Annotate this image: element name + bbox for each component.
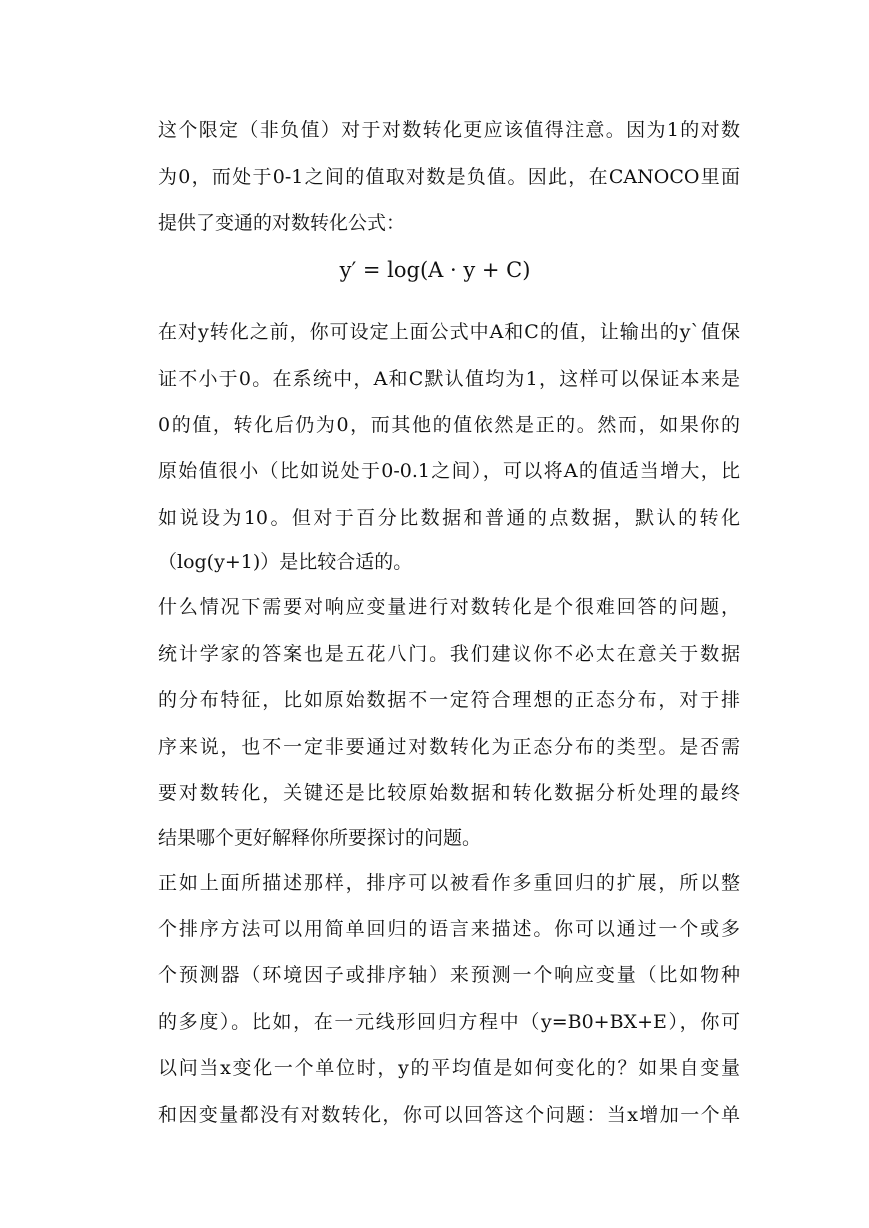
text-line: 统计学家的答案也是五花八门。我们建议你不必太在意关于数据	[158, 643, 740, 665]
text-line: 这个限定（非负值）对于对数转化更应该值得注意。因为1的对数	[158, 119, 740, 141]
text-line: 0的值，转化后仍为0，而其他的值依然是正的。然而，如果你的	[158, 414, 740, 436]
text-line: 以问当x变化一个单位时，y的平均值是如何变化的？如果自变量	[158, 1057, 740, 1079]
text-line: 个排序方法可以用简单回归的语言来描述。你可以通过一个或多	[158, 918, 740, 940]
text-line: 证不小于0。在系统中，A和C默认值均为1，这样可以保证本来是	[158, 368, 740, 390]
log-transform-formula: y′ = log(A · y + C)	[339, 258, 531, 282]
text-line: 如说设为10。但对于百分比数据和普通的点数据，默认的转化	[158, 507, 740, 529]
text-line: 提供了变通的对数转化公式：	[158, 212, 406, 234]
text-line: 序来说，也不一定非要通过对数转化为正态分布的类型。是否需	[158, 736, 740, 758]
text-line: 个预测器（环境因子或排序轴）来预测一个响应变量（比如物种	[158, 964, 740, 986]
text-line: 的分布特征，比如原始数据不一定符合理想的正态分布，对于排	[158, 689, 740, 711]
text-line: 的多度）。比如，在一元线形回归方程中（y=B0+BX+E），你可	[158, 1011, 740, 1033]
text-line: 原始值很小（比如说处于0-0.1之间），可以将A的值适当增大，比	[158, 460, 740, 482]
text-line: 为0，而处于0-1之间的值取对数是负值。因此，在CANOCO里面	[158, 166, 740, 188]
text-line: 和因变量都没有对数转化，你可以回答这个问题：当x增加一个单	[158, 1104, 740, 1126]
text-line: 要对数转化，关键还是比较原始数据和转化数据分析处理的最终	[158, 782, 740, 804]
text-line: 什么情况下需要对响应变量进行对数转化是个很难回答的问题，	[158, 596, 740, 618]
text-line: 结果哪个更好解释你所要探讨的问题。	[158, 827, 482, 849]
text-line: （log(y+1)）是比较合适的。	[158, 551, 413, 573]
text-line: 在对y转化之前，你可设定上面公式中A和C的值，让输出的y`值保	[158, 321, 740, 343]
text-line: 正如上面所描述那样，排序可以被看作多重回归的扩展，所以整	[158, 872, 740, 894]
